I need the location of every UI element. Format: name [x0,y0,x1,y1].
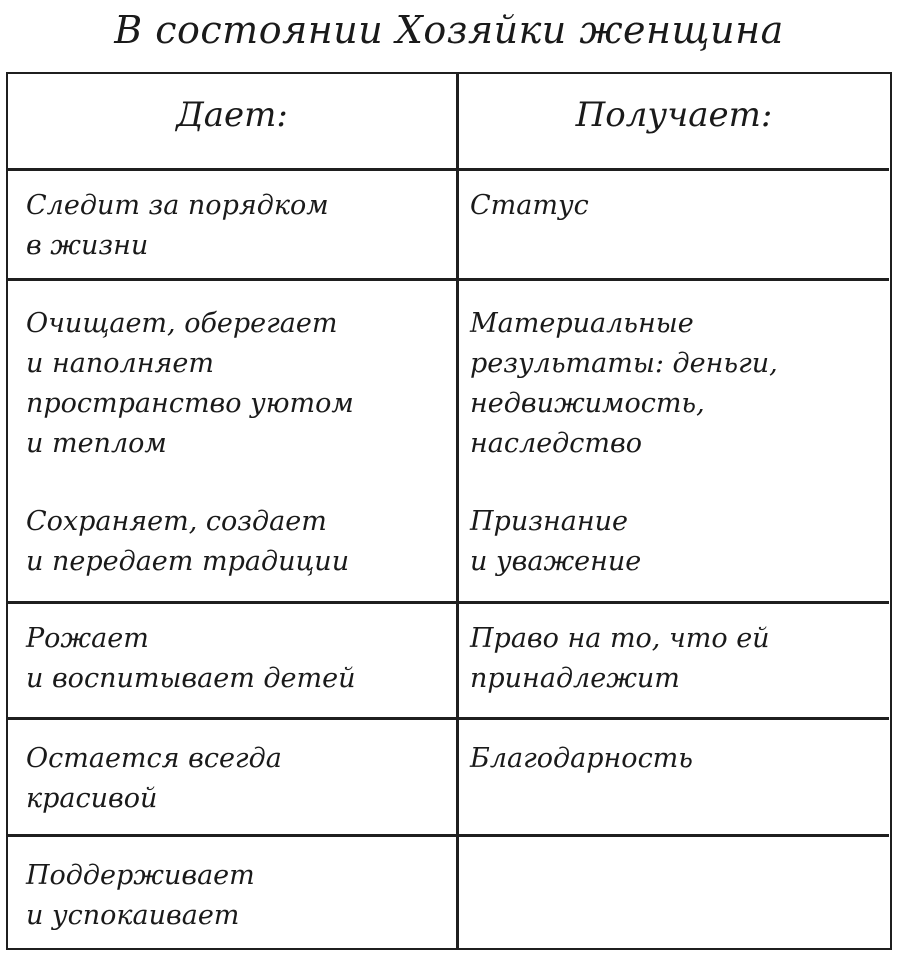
row-6-gives: Поддерживает и успокаивает [26,860,255,931]
row-3-gives: Сохраняет, создает и передает традиции [26,506,350,577]
header-divider [8,168,889,171]
row-5-gives: Остается всегда красивой [26,743,282,814]
row-divider [8,278,889,281]
row-2-receives: Материальные результаты: деньги, недвижимость, наследство [470,308,778,459]
row-divider [8,601,889,604]
row-divider [8,834,889,837]
row-1-receives: Статус [470,190,589,221]
row-divider [8,717,889,720]
row-4-gives: Рожает и воспитывает детей [26,623,356,694]
page-title: В состоянии Хозяйки женщина [114,8,784,52]
row-1-gives: Следит за порядком в жизни [26,190,329,261]
row-3-receives: Признание и уважение [470,506,642,577]
gives-receives-table [6,72,892,950]
row-2-gives: Очищает, оберегает и наполняет пространство уютом и теплом [26,308,354,459]
row-5-receives: Благодарность [470,743,693,774]
row-4-receives: Право на то, что ей принадлежит [470,623,770,694]
column-divider [456,74,459,948]
header-gives: Дает: [176,95,288,135]
header-receives: Получает: [575,95,773,135]
